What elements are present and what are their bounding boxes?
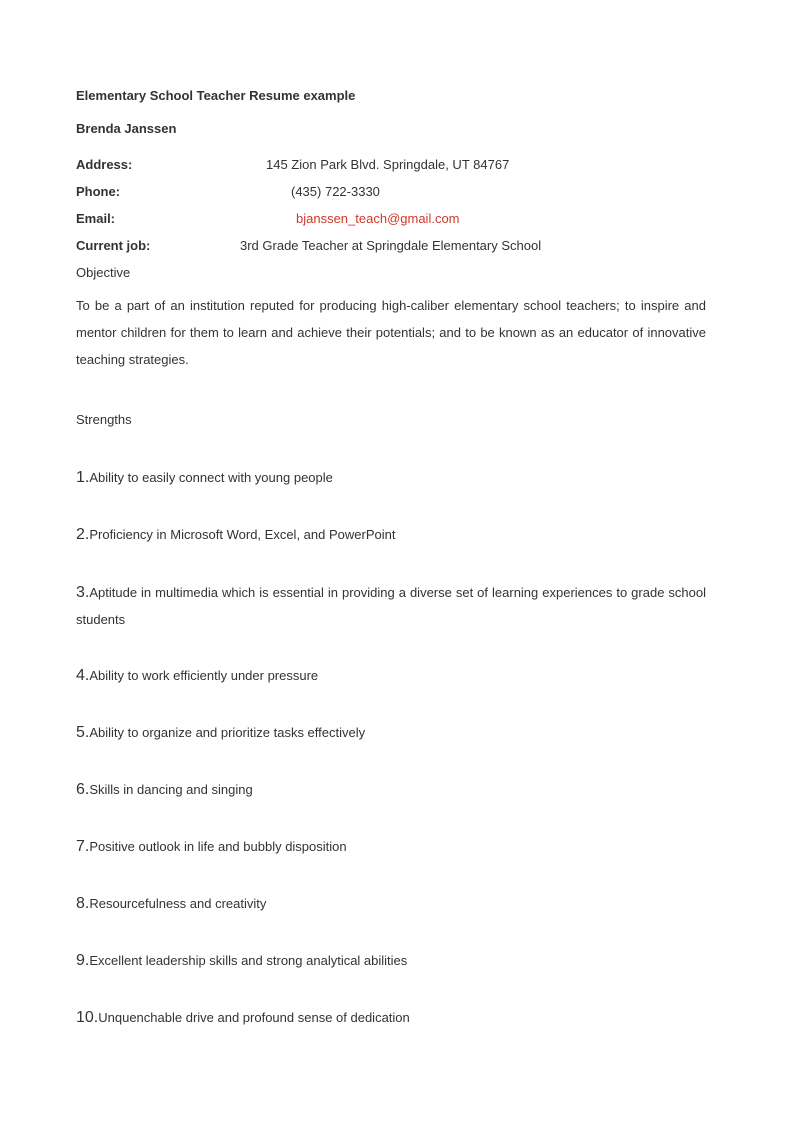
list-item-number: 8. <box>76 895 90 912</box>
email-label: Email: <box>76 211 116 226</box>
list-item <box>76 833 706 860</box>
list-item-text: Positive outlook in life and bubbly disposition <box>89 839 347 854</box>
candidate-name: Brenda Janssen <box>76 121 177 136</box>
list-item <box>76 776 706 803</box>
list-item-number: 9. <box>76 952 90 969</box>
list-item-number: 6. <box>76 781 90 798</box>
document-title: Elementary School Teacher Resume example <box>76 88 356 103</box>
list-item-number: 4. <box>76 667 90 684</box>
list-item-number: 5. <box>76 724 90 741</box>
list-item <box>76 719 706 746</box>
list-item-text: Aptitude in multimedia which is essential in providing a diverse set of learning experiences to grade school students <box>76 585 706 627</box>
list-item <box>76 1004 706 1031</box>
phone-label: Phone: <box>76 184 121 199</box>
list-item <box>76 579 706 633</box>
list-item <box>76 464 706 491</box>
list-item <box>76 662 706 689</box>
list-item-text: Ability to work efficiently under pressure <box>89 668 319 683</box>
list-item-text: Proficiency in Microsoft Word, Excel, and PowerPoint <box>89 527 396 542</box>
current-job-label: Current job: <box>76 238 151 253</box>
list-item <box>76 521 706 548</box>
email-value[interactable]: bjanssen_teach@gmail.com <box>296 211 460 226</box>
list-item-text: Skills in dancing and singing <box>89 782 253 797</box>
objective-text: To be a part of an institution reputed for producing high-caliber elementary school teachers; to inspire and mentor children for them to learn and achieve their potentials; and to be known as an educator of innovative teaching strategies. <box>76 298 706 367</box>
list-item-text: Unquenchable drive and profound sense of dedication <box>98 1010 410 1025</box>
list-item-text: Ability to organize and prioritize tasks effectively <box>89 725 366 740</box>
address-label: Address: <box>76 157 133 172</box>
address-value: 145 Zion Park Blvd. Springdale, UT 84767 <box>266 157 510 172</box>
list-item-number: 7. <box>76 838 90 855</box>
strengths-heading: Strengths <box>76 412 132 427</box>
objective-heading: Objective <box>76 265 131 280</box>
list-item-number: 10. <box>76 1009 99 1026</box>
list-item-number: 3. <box>76 584 90 601</box>
list-item-text: Resourcefulness and creativity <box>89 896 267 911</box>
list-item-number: 2. <box>76 526 90 543</box>
current-job-value: 3rd Grade Teacher at Springdale Elementary School <box>240 238 542 253</box>
list-item <box>76 947 706 974</box>
phone-value: (435) 722-3330 <box>291 184 380 199</box>
list-item-number: 1. <box>76 469 90 486</box>
list-item-text: Ability to easily connect with young people <box>89 470 333 485</box>
list-item-text: Excellent leadership skills and strong analytical abilities <box>89 953 408 968</box>
list-item <box>76 890 706 917</box>
